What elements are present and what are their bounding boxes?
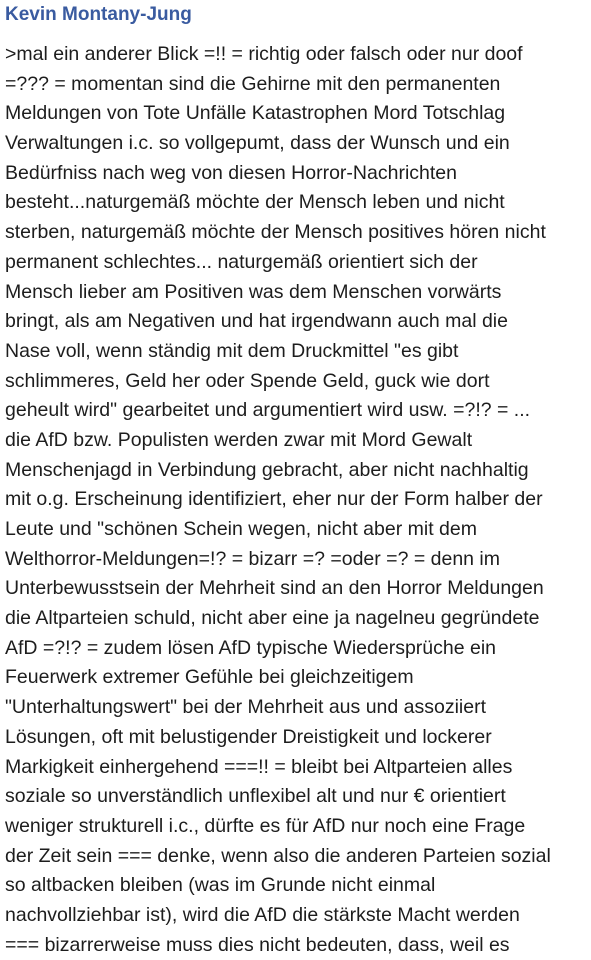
comment-line: weniger strukturell i.c., dürfte es für AfD nur noch eine Frage [5, 814, 526, 837]
comment-line: =??? = momentan sind die Gehirne mit den permanenten [5, 72, 501, 95]
comment [5, 0, 587, 960]
comment-line: Feuerwerk extremer Gefühle bei gleichzeitigem [5, 666, 414, 689]
comment-line: geheult wird" gearbeitet und argumentiert wird usw. =?!? = ... [5, 399, 531, 422]
comment-line: Verwaltungen i.c. so vollgepumt, dass der Wunsch und ein [5, 132, 510, 155]
comment-line: der Zeit sein === denke, wenn also die anderen Parteien sozial [5, 844, 551, 867]
comment-line: nachvollziehbar ist), wird die AfD die stärkste Macht werden [5, 903, 520, 926]
comment-line: Menschenjagd in Verbindung gebracht, aber nicht nachhaltig [5, 458, 529, 481]
comment-line: Markigkeit einhergehend ===!! = bleibt bei Altparteien alles [5, 755, 513, 778]
comment-line: AfD =?!? = zudem lösen AfD typische Wiedersprüche ein [5, 636, 497, 659]
comment-line: besteht...naturgemäß möchte der Mensch leben und nicht [5, 191, 505, 214]
comment-author-name[interactable]: Kevin Montany-Jung [5, 4, 192, 25]
comment-line: bringt, als am Negativen und hat irgendwann auch mal die [5, 310, 508, 333]
comment-line: Nase voll, wenn ständig mit dem Druckmittel "es gibt [5, 339, 459, 362]
comment-line: so altbacken bleiben (was im Grunde nicht einmal [5, 874, 436, 897]
comment-line: mit o.g. Erscheinung identifiziert, eher nur der Form halber der [5, 488, 543, 511]
comment-line: Lösungen, oft mit belustigender Dreistigkeit und lockerer [5, 725, 492, 748]
comment-line: Bedürfniss nach weg von diesen Horror-Nachrichten [5, 161, 457, 184]
comment-line: permanent schlechtes... naturgemäß orientiert sich der [5, 250, 478, 273]
comment-line: Leute und "schönen Schein wegen, nicht aber mit dem [5, 518, 477, 540]
comment-line: die AfD bzw. Populisten werden zwar mit Mord Gewalt [5, 428, 473, 451]
comment-body [5, 40, 587, 960]
comment-line: Unterbewusstsein der Mehrheit sind an den Horror Meldungen [5, 577, 544, 600]
comment-line: die Altparteien schuld, nicht aber eine ja nagelneu gegründete [5, 607, 540, 630]
comment-line: Mensch lieber am Positiven was dem Menschen vorwärts [5, 280, 502, 303]
comment-line: Meldungen von Tote Unfälle Katastrophen Mord Totschlag [5, 102, 506, 125]
comment-line: === bizarrerweise muss dies nicht bedeuten, dass, weil es [5, 933, 510, 956]
comment-line: sterben, naturgemäß möchte der Mensch positives hören nicht [5, 221, 546, 244]
comment-line: >mal ein anderer Blick =!! = richtig oder falsch oder nur doof [5, 43, 523, 65]
comment-line: "Unterhaltungswert" bei der Mehrheit aus und assoziiert [5, 696, 487, 719]
comment-line: schlimmeres, Geld her oder Spende Geld, guck wie dort [5, 369, 490, 392]
comment-line: Welthorror-Meldungen=!? = bizarr =? =oder =? = denn im [5, 547, 501, 570]
comment-line: soziale so unverständlich unflexibel alt und nur € orientiert [5, 785, 506, 808]
